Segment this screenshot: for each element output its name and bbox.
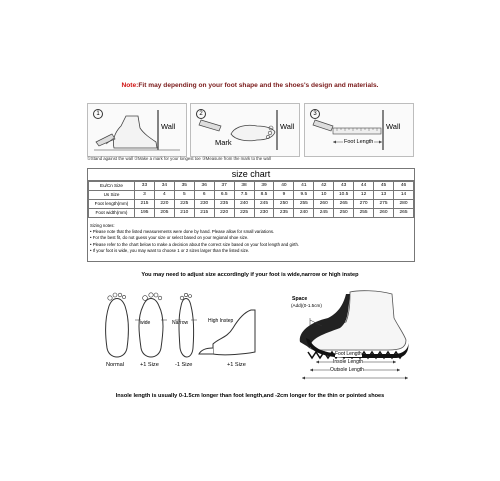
size-cell: 37 bbox=[214, 182, 234, 191]
step-number-1: 1 bbox=[93, 109, 103, 119]
size-cell: 33 bbox=[135, 182, 155, 191]
size-cell: 42 bbox=[314, 182, 334, 191]
plus1b-label: +1 Size bbox=[227, 362, 246, 368]
size-cell: 40 bbox=[274, 182, 294, 191]
size-cell: 240 bbox=[294, 209, 314, 218]
sizing-note-line: Sizing notes: bbox=[90, 223, 115, 228]
size-table bbox=[88, 181, 414, 218]
step-number-2: 2 bbox=[196, 109, 206, 119]
row-label: Foot length(mm) bbox=[89, 200, 135, 209]
note-text: Fit may depending on your foot shape and the shoes's design and materials. bbox=[138, 82, 379, 89]
step-panel-3 bbox=[304, 103, 414, 157]
row-label: Foot width(mm) bbox=[89, 209, 135, 218]
sizing-note-line: • Please refer to the chart below to make a decision about the correct size based on your foot length and girth. bbox=[90, 241, 300, 247]
note-label: Note: bbox=[121, 82, 139, 89]
size-row bbox=[89, 182, 414, 191]
size-cell: 36 bbox=[194, 182, 214, 191]
size-chart bbox=[87, 168, 415, 262]
size-cell: 39 bbox=[254, 182, 274, 191]
size-cell: 225 bbox=[234, 209, 254, 218]
size-cell: 7.5 bbox=[234, 191, 254, 200]
size-cell: 10.5 bbox=[334, 191, 354, 200]
size-cell: 265 bbox=[393, 209, 413, 218]
fit-note bbox=[0, 82, 500, 89]
size-cell: 10 bbox=[314, 191, 334, 200]
size-cell: 235 bbox=[214, 200, 234, 209]
space-label: Space bbox=[292, 296, 308, 302]
size-cell: 195 bbox=[135, 209, 155, 218]
size-cell: 265 bbox=[334, 200, 354, 209]
size-cell: 255 bbox=[294, 200, 314, 209]
wide-label: wide bbox=[140, 320, 151, 326]
insole-length-label: Insole Length bbox=[333, 359, 364, 365]
step-1-wall-label: Wall bbox=[161, 122, 176, 131]
size-cell: 8.5 bbox=[254, 191, 274, 200]
size-cell: 275 bbox=[374, 200, 394, 209]
step-2-wall-label: Wall bbox=[280, 122, 295, 131]
size-row bbox=[89, 209, 414, 218]
size-cell: 230 bbox=[194, 200, 214, 209]
size-cell: 230 bbox=[254, 209, 274, 218]
measure-caption: ①Stand against the wall ②Make a mark for your longest toe ③Measure from the mark to the wall bbox=[87, 156, 271, 161]
size-cell: 210 bbox=[174, 209, 194, 218]
size-cell: 215 bbox=[194, 209, 214, 218]
size-cell: 34 bbox=[154, 182, 174, 191]
size-cell: 4 bbox=[154, 191, 174, 200]
size-cell: 41 bbox=[294, 182, 314, 191]
size-cell: 9.5 bbox=[294, 191, 314, 200]
size-cell: 44 bbox=[354, 182, 374, 191]
step-3-foot-length-label: Foot Length bbox=[344, 139, 374, 145]
row-label: Eu/Cn Size bbox=[89, 182, 135, 191]
foot-type-illustrations bbox=[95, 288, 275, 370]
step-panel-1 bbox=[87, 103, 187, 157]
size-cell: 12 bbox=[354, 191, 374, 200]
size-cell: 14 bbox=[393, 191, 413, 200]
step-number-3: 3 bbox=[310, 109, 320, 119]
insole-note: Insole length is usually 0-1.5cm longer than foot length,and -2cm longer for the thin or pointed shoes bbox=[115, 393, 385, 399]
size-cell: 260 bbox=[314, 200, 334, 209]
size-cell: 260 bbox=[374, 209, 394, 218]
size-cell: 35 bbox=[174, 182, 194, 191]
size-cell: 215 bbox=[135, 200, 155, 209]
size-cell: 45 bbox=[374, 182, 394, 191]
size-cell: 220 bbox=[214, 209, 234, 218]
size-cell: 6 bbox=[194, 191, 214, 200]
size-cell: 46 bbox=[393, 182, 413, 191]
size-chart-title: size chart bbox=[88, 169, 414, 181]
size-cell: 240 bbox=[234, 200, 254, 209]
size-cell: 270 bbox=[354, 200, 374, 209]
size-cell: 205 bbox=[154, 209, 174, 218]
sizing-note-line: • Please note that the listed measurements were done by hand. Please allow for small variations. bbox=[90, 229, 275, 235]
normal-label: Normal bbox=[106, 362, 125, 368]
size-cell: 280 bbox=[393, 200, 413, 209]
size-cell: 250 bbox=[334, 209, 354, 218]
size-cell: 255 bbox=[354, 209, 374, 218]
size-cell: 9 bbox=[274, 191, 294, 200]
size-cell: 43 bbox=[334, 182, 354, 191]
size-cell: 250 bbox=[274, 200, 294, 209]
size-cell: 38 bbox=[234, 182, 254, 191]
size-row bbox=[89, 191, 414, 200]
high-instep-label: High Instep bbox=[208, 318, 234, 324]
size-cell: 13 bbox=[374, 191, 394, 200]
sizing-notes bbox=[90, 223, 412, 254]
step-2-mark-label: Mark bbox=[215, 138, 232, 147]
size-cell: 245 bbox=[254, 200, 274, 209]
size-cell: 225 bbox=[174, 200, 194, 209]
size-row bbox=[89, 200, 414, 209]
sizing-note-line: • For the best fit, do not guess your size or select based on your regional shoe size. bbox=[90, 235, 249, 241]
plus1-label: +1 Size bbox=[140, 362, 159, 368]
space-sub-label: (Add)(0-1.5cm) bbox=[291, 303, 322, 308]
size-cell: 245 bbox=[314, 209, 334, 218]
size-cell: 3 bbox=[135, 191, 155, 200]
size-cell: 5 bbox=[174, 191, 194, 200]
step-panel-2 bbox=[190, 103, 300, 157]
outsole-length-label: Outsole Length bbox=[330, 367, 364, 373]
size-cell: 220 bbox=[154, 200, 174, 209]
minus1-label: -1 Size bbox=[175, 362, 193, 368]
size-cell: 235 bbox=[274, 209, 294, 218]
sizing-note-line: • If your foot is wide, you may want to choose 1 or 2 sizes larger than the listed size. bbox=[90, 247, 250, 253]
adjust-size-text: You may need to adjust size accordingly if your foot is wide,narrow or high instep bbox=[141, 272, 359, 278]
narrow-label: Narrow bbox=[172, 320, 189, 326]
foot-length-label: Foot Length bbox=[335, 351, 362, 357]
step-3-wall-label: Wall bbox=[386, 122, 401, 131]
row-label: Us Size bbox=[89, 191, 135, 200]
size-cell: 6.5 bbox=[214, 191, 234, 200]
